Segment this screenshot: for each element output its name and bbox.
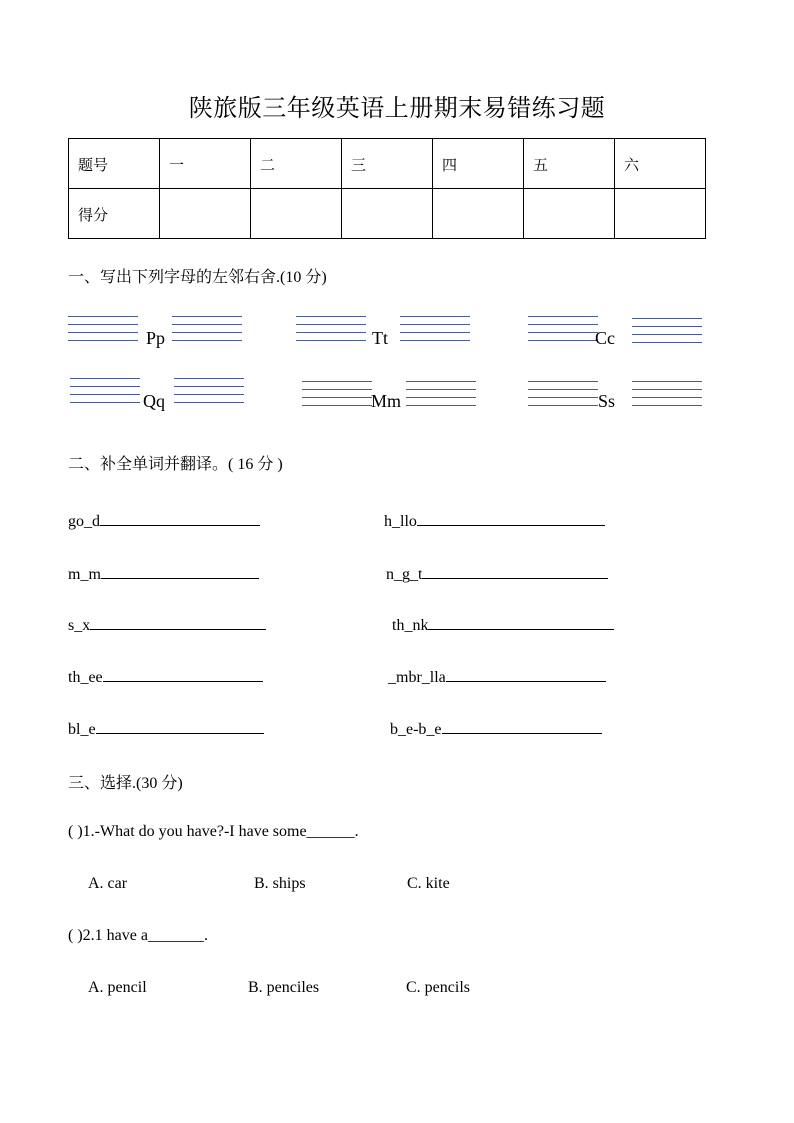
four-line-grid[interactable] <box>302 381 372 413</box>
word-text: _mbr_lla <box>388 669 446 686</box>
letter-pp: Pp <box>146 328 166 348</box>
section2-heading <box>68 451 283 474</box>
score-input-cell[interactable] <box>524 189 615 239</box>
four-line-grid[interactable] <box>172 316 242 348</box>
four-line-grid[interactable] <box>632 381 702 413</box>
letter-qq: Qq <box>143 391 165 411</box>
four-line-grid[interactable] <box>528 381 598 413</box>
four-line-grid[interactable] <box>70 378 140 410</box>
option-a[interactable]: A. pencil <box>88 979 147 996</box>
answer-blank[interactable] <box>100 511 260 526</box>
answer-blank[interactable] <box>103 667 263 682</box>
letter-cc: Cc <box>595 328 615 348</box>
word-text: th_ee <box>68 669 103 686</box>
score-input-cell[interactable] <box>433 189 524 239</box>
section1-heading <box>68 264 327 287</box>
four-line-grid[interactable] <box>174 378 244 410</box>
word-text: th_nk <box>392 617 429 634</box>
letter-ss: Ss <box>598 391 616 411</box>
table-cell: 三 <box>342 139 433 189</box>
option-b[interactable]: B. penciles <box>248 979 320 996</box>
letter-tt: Tt <box>372 328 388 348</box>
score-input-cell[interactable] <box>342 189 433 239</box>
option-a[interactable]: A. car <box>88 875 128 892</box>
word-item <box>68 719 264 739</box>
answer-blank[interactable] <box>417 511 605 526</box>
section3-heading-text: 三、选择 <box>68 773 133 792</box>
word-text: s_x <box>68 617 91 634</box>
option-c[interactable]: C. kite <box>407 875 450 892</box>
score-input-cell[interactable] <box>251 189 342 239</box>
table-cell: 二 <box>251 139 342 189</box>
section2-heading-text: 二、补全单词并翻译 <box>68 454 213 473</box>
section2-points: 。( 16 分 ) <box>212 456 283 473</box>
answer-blank[interactable] <box>446 667 606 682</box>
word-text: n_g_t <box>386 566 423 583</box>
four-line-grid[interactable] <box>400 316 470 348</box>
word-item <box>68 511 260 531</box>
question-1: ( )1.-What do you have?-I have some______. <box>68 823 359 840</box>
question-2: ( )2.1 have a_______. <box>68 927 208 944</box>
score-input-cell[interactable] <box>615 189 706 239</box>
section1-points: .(10 分) <box>276 269 327 286</box>
table-cell: 五 <box>524 139 615 189</box>
page-title: 陕旅版三年级英语上册期末易错练习题 <box>188 94 606 122</box>
four-line-grid[interactable] <box>68 316 138 348</box>
score-table-score-row <box>69 189 706 239</box>
table-cell: 六 <box>615 139 706 189</box>
word-text: b_e-b_e <box>390 721 442 738</box>
word-text: h_llo <box>384 513 417 530</box>
word-text: go_d <box>68 513 100 530</box>
score-input-cell[interactable] <box>160 189 251 239</box>
answer-blank[interactable] <box>442 719 602 734</box>
four-line-grid[interactable] <box>528 316 598 348</box>
word-text: m_m <box>68 566 101 583</box>
score-table-header-row <box>69 139 706 189</box>
answer-blank[interactable] <box>422 564 608 579</box>
word-item <box>68 615 266 635</box>
four-line-grid[interactable] <box>406 381 476 413</box>
answer-blank[interactable] <box>101 564 259 579</box>
table-cell: 得分 <box>69 189 160 239</box>
option-c[interactable]: C. pencils <box>406 979 470 996</box>
section1-heading-text: 一、写出下列字母的左邻右舍 <box>68 267 277 286</box>
word-text: bl_e <box>68 721 96 738</box>
word-item <box>388 667 606 687</box>
table-cell: 题号 <box>69 139 160 189</box>
word-item <box>390 719 602 739</box>
answer-blank[interactable] <box>90 615 266 630</box>
word-item <box>386 564 608 584</box>
section3-points: .(30 分) <box>132 775 183 792</box>
option-b[interactable]: B. ships <box>254 875 306 892</box>
word-item <box>384 511 605 531</box>
word-item <box>392 615 614 635</box>
four-line-grid[interactable] <box>632 318 702 350</box>
answer-blank[interactable] <box>428 615 614 630</box>
section3-heading <box>68 770 183 793</box>
score-table <box>68 138 706 239</box>
word-item <box>68 667 263 687</box>
table-cell: 四 <box>433 139 524 189</box>
answer-blank[interactable] <box>96 719 264 734</box>
four-line-grid[interactable] <box>296 316 366 348</box>
word-item <box>68 564 259 584</box>
table-cell: 一 <box>160 139 251 189</box>
letter-mm: Mm <box>371 391 402 411</box>
